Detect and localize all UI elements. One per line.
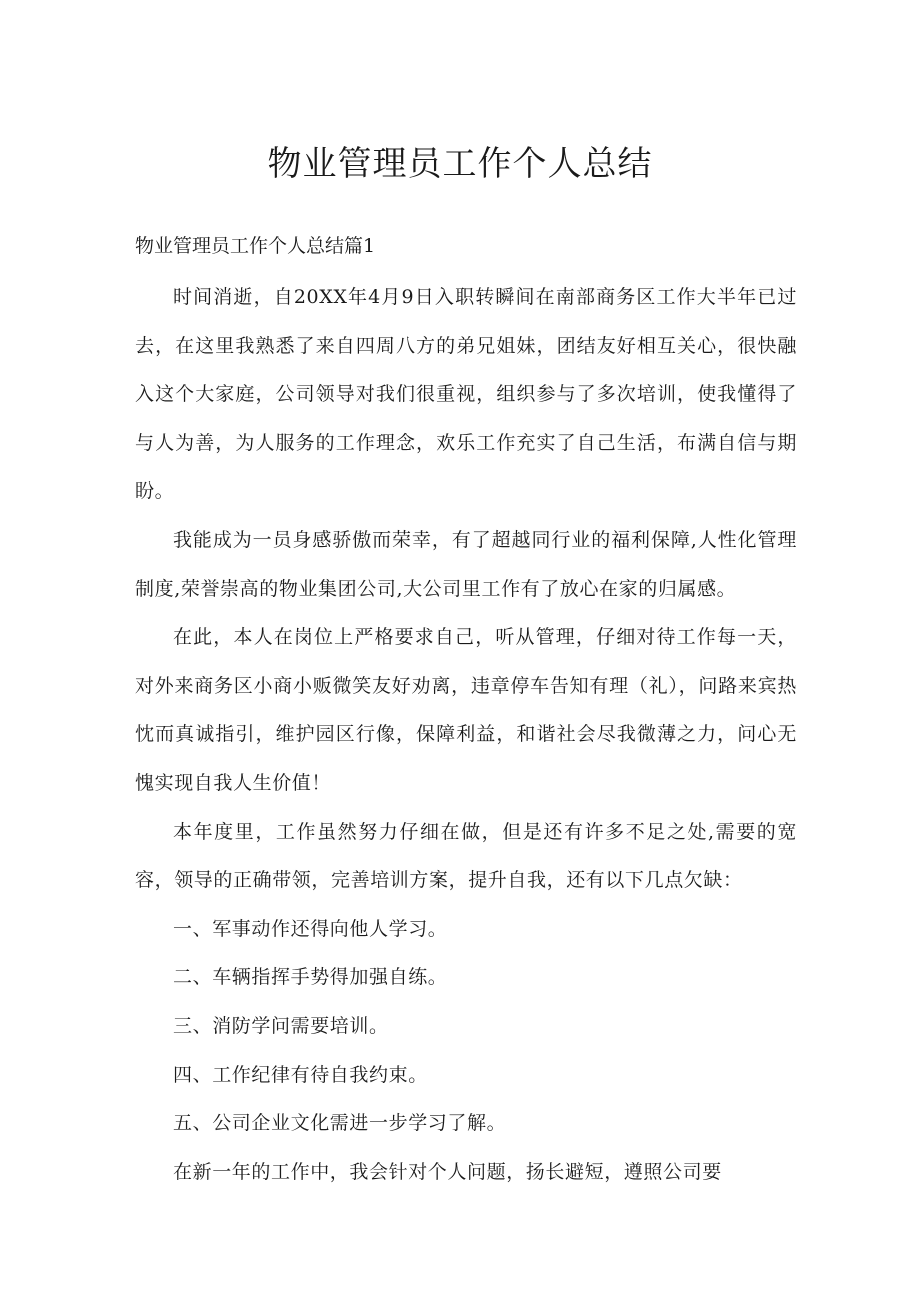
paragraph-pride: 我能成为一员身感骄傲而荣幸，有了超越同行业的福利保障,人性化管理制度,荣誉崇高的物业集团公司,大公司里工作有了放心在家的归属感。 [135,528,797,600]
paragraph-intro: 时间消逝，自20XX年4月9日入职转瞬间在南部商务区工作大半年已过去，在这里我熟悉了来自四周八方的弟兄姐妹，团结友好相互关心，很快融入这个大家庭，公司领导对我们很重视，组织参与了多次培训，使我懂得了与人为善，为人服务的工作理念，欢乐工作充实了自己生活，布满自信与期盼。 [135,286,797,503]
document-title: 物业管理员工作个人总结 [267,144,653,184]
document-body [135,273,797,1196]
paragraph-shortcomings: 本年度里，工作虽然努力仔细在做，但是还有许多不足之处,需要的宽容，领导的正确带领，完善培训方案，提升自我，还有以下几点欠缺： [135,820,797,892]
list-item-5: 五、公司企业文化需进一步学习了解。 [173,1112,507,1135]
list-item-4: 四、工作纪律有待自我约束。 [173,1063,428,1086]
section-heading: 物业管理员工作个人总结篇1 [135,235,376,257]
list-item-2: 二、车辆指挥手势得加强自练。 [173,966,448,989]
paragraph-duties: 在此，本人在岗位上严格要求自己，听从管理，仔细对待工作每一天，对外来商务区小商小贩微笑友好劝离，违章停车告知有理（礼），问路来宾热忱而真诚指引，维护园区行像，保障利益，和谐社会尽我微薄之力，问心无愧实现自我人生价值！ [135,626,797,794]
list-item-1: 一、军事动作还得向他人学习。 [173,917,448,940]
paragraph-next-year: 在新一年的工作中，我会针对个人问题，扬长避短，遵照公司要 [173,1160,722,1183]
list-item-3: 三、消防学问需要培训。 [173,1014,389,1037]
